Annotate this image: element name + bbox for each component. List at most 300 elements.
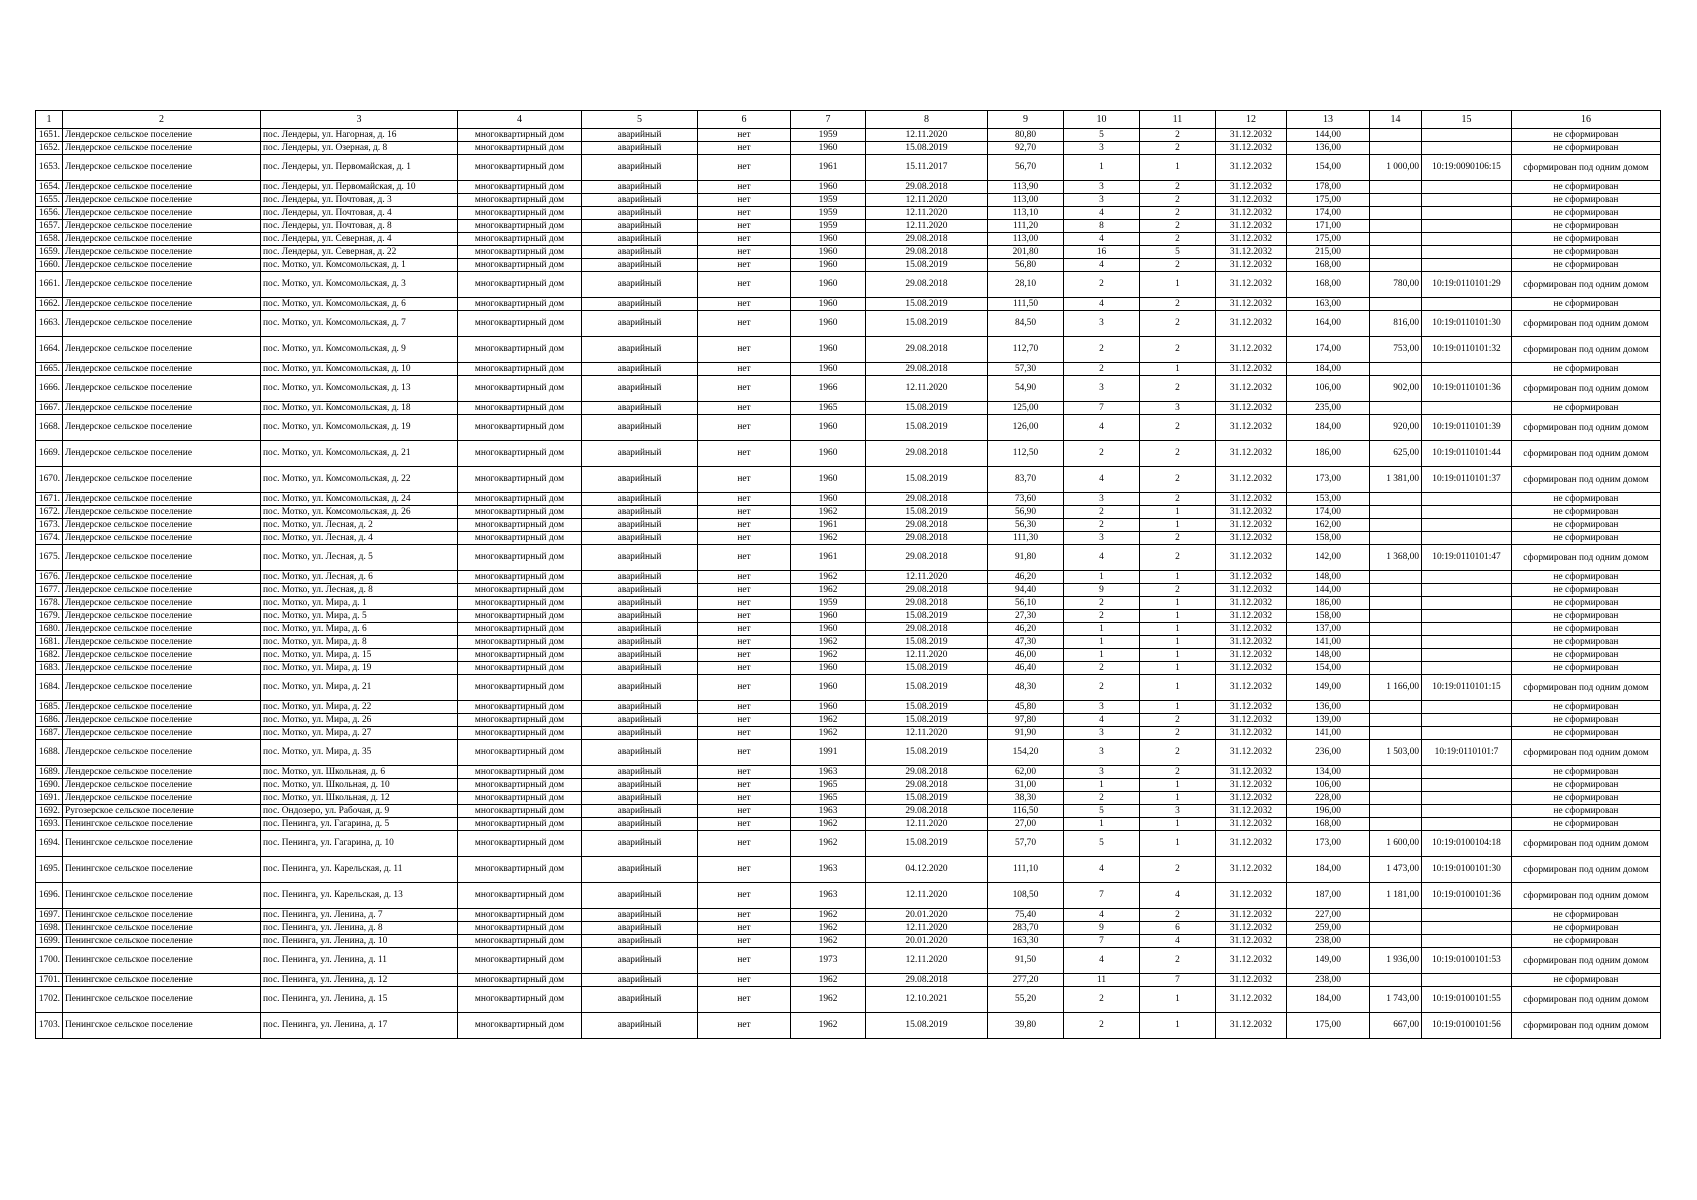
cell-plot-status: не сформирован	[1512, 636, 1661, 649]
cell-cost: 238,00	[1287, 935, 1370, 948]
cell-flats: 1	[1140, 610, 1216, 623]
cell-flag: нет	[698, 545, 791, 571]
cell-year-built: 1965	[791, 779, 866, 792]
cell-flag: нет	[698, 909, 791, 922]
cell-cost: 134,00	[1287, 766, 1370, 779]
table-row	[36, 714, 1661, 727]
cell-building-type: многоквартирный дом	[458, 259, 582, 272]
cell-row-number: 1698.	[36, 922, 63, 935]
cell-condition: аварийный	[582, 987, 698, 1013]
cell-plan-date: 31.12.2032	[1216, 571, 1287, 584]
cell-residents: 4	[1064, 857, 1140, 883]
cell-year-built: 1960	[791, 623, 866, 636]
cell-condition: аварийный	[582, 766, 698, 779]
cell-plan-date: 31.12.2032	[1216, 831, 1287, 857]
cell-address: пос. Мотко, ул. Лесная, д. 6	[261, 571, 458, 584]
cell-flag: нет	[698, 272, 791, 298]
table-row	[36, 155, 1661, 181]
cell-flats: 1	[1140, 636, 1216, 649]
cell-flats: 2	[1140, 740, 1216, 766]
cell-date-recognized: 29.08.2018	[866, 597, 988, 610]
cell-cost: 148,00	[1287, 649, 1370, 662]
cell-condition: аварийный	[582, 623, 698, 636]
cell-cadastral-number	[1422, 805, 1512, 818]
column-header: 4	[458, 111, 582, 129]
cell-year-built: 1960	[791, 493, 866, 506]
cell-flats: 2	[1140, 467, 1216, 493]
cell-plot-area: 920,00	[1370, 415, 1422, 441]
cell-plan-date: 31.12.2032	[1216, 441, 1287, 467]
cell-plot-status: не сформирован	[1512, 571, 1661, 584]
cell-cadastral-number	[1422, 363, 1512, 376]
cell-condition: аварийный	[582, 714, 698, 727]
cell-plan-date: 31.12.2032	[1216, 545, 1287, 571]
cell-condition: аварийный	[582, 532, 698, 545]
cell-flats: 1	[1140, 792, 1216, 805]
cell-plot-area: 1 000,00	[1370, 155, 1422, 181]
cell-plot-status: сформирован под одним домом	[1512, 545, 1661, 571]
cell-row-number: 1680.	[36, 623, 63, 636]
cell-cadastral-number: 10:19:0100101:30	[1422, 857, 1512, 883]
cell-flats: 2	[1140, 142, 1216, 155]
cell-date-recognized: 12.10.2021	[866, 987, 988, 1013]
cell-plot-area	[1370, 610, 1422, 623]
cell-plot-status: не сформирован	[1512, 714, 1661, 727]
cell-plot-area	[1370, 259, 1422, 272]
cell-flats: 7	[1140, 974, 1216, 987]
table-row	[36, 948, 1661, 974]
cell-cadastral-number: 10:19:0100101:36	[1422, 883, 1512, 909]
cell-row-number: 1654.	[36, 181, 63, 194]
cell-row-number: 1668.	[36, 415, 63, 441]
cell-row-number: 1678.	[36, 597, 63, 610]
cell-flag: нет	[698, 194, 791, 207]
cell-plot-status: не сформирован	[1512, 597, 1661, 610]
cell-cadastral-number	[1422, 935, 1512, 948]
cell-cadastral-number	[1422, 727, 1512, 740]
cell-row-number: 1677.	[36, 584, 63, 597]
cell-cadastral-number	[1422, 220, 1512, 233]
cell-area: 94,40	[988, 584, 1064, 597]
cell-year-built: 1962	[791, 909, 866, 922]
table-row	[36, 246, 1661, 259]
cell-residents: 4	[1064, 207, 1140, 220]
cell-row-number: 1651.	[36, 129, 63, 142]
cell-cadastral-number: 10:19:0110101:7	[1422, 740, 1512, 766]
cell-date-recognized: 15.08.2019	[866, 701, 988, 714]
cell-address: пос. Пенинга, ул. Ленина, д. 11	[261, 948, 458, 974]
cell-condition: аварийный	[582, 181, 698, 194]
cell-date-recognized: 15.08.2019	[866, 311, 988, 337]
cell-condition: аварийный	[582, 402, 698, 415]
cell-plot-area	[1370, 129, 1422, 142]
cell-area: 31,00	[988, 779, 1064, 792]
cell-row-number: 1669.	[36, 441, 63, 467]
cell-building-type: многоквартирный дом	[458, 155, 582, 181]
cell-year-built: 1960	[791, 233, 866, 246]
table-row	[36, 649, 1661, 662]
cell-settlement: Лендерское сельское поселение	[63, 363, 261, 376]
cell-address: пос. Пенинга, ул. Ленина, д. 10	[261, 935, 458, 948]
cell-address: пос. Мотко, ул. Лесная, д. 8	[261, 584, 458, 597]
cell-flag: нет	[698, 701, 791, 714]
cell-building-type: многоквартирный дом	[458, 610, 582, 623]
cell-address: пос. Лендеры, ул. Озерная, д. 8	[261, 142, 458, 155]
cell-flag: нет	[698, 636, 791, 649]
cell-area: 283,70	[988, 922, 1064, 935]
cell-date-recognized: 20.01.2020	[866, 935, 988, 948]
table-row	[36, 233, 1661, 246]
cell-plot-area	[1370, 363, 1422, 376]
cell-address: пос. Пенинга, ул. Гагарина, д. 10	[261, 831, 458, 857]
cell-cost: 175,00	[1287, 194, 1370, 207]
cell-row-number: 1672.	[36, 506, 63, 519]
cell-date-recognized: 15.08.2019	[866, 298, 988, 311]
cell-building-type: многоквартирный дом	[458, 805, 582, 818]
cell-plot-area	[1370, 779, 1422, 792]
cell-address: пос. Мотко, ул. Мира, д. 6	[261, 623, 458, 636]
cell-residents: 4	[1064, 545, 1140, 571]
cell-building-type: многоквартирный дом	[458, 415, 582, 441]
cell-cost: 158,00	[1287, 610, 1370, 623]
cell-settlement: Лендерское сельское поселение	[63, 701, 261, 714]
cell-address: пос. Мотко, ул. Комсомольская, д. 1	[261, 259, 458, 272]
cell-plot-status: сформирован под одним домом	[1512, 948, 1661, 974]
cell-year-built: 1962	[791, 1013, 866, 1039]
cell-flag: нет	[698, 571, 791, 584]
cell-date-recognized: 15.08.2019	[866, 792, 988, 805]
cell-building-type: многоквартирный дом	[458, 337, 582, 363]
cell-cadastral-number: 10:19:0110101:47	[1422, 545, 1512, 571]
cell-plan-date: 31.12.2032	[1216, 129, 1287, 142]
cell-year-built: 1962	[791, 987, 866, 1013]
cell-plan-date: 31.12.2032	[1216, 597, 1287, 610]
cell-year-built: 1962	[791, 571, 866, 584]
cell-area: 56,80	[988, 259, 1064, 272]
cell-area: 125,00	[988, 402, 1064, 415]
cell-date-recognized: 20.01.2020	[866, 909, 988, 922]
cell-area: 46,40	[988, 662, 1064, 675]
cell-date-recognized: 12.11.2020	[866, 207, 988, 220]
cell-plan-date: 31.12.2032	[1216, 337, 1287, 363]
column-header: 14	[1370, 111, 1422, 129]
cell-plot-area	[1370, 727, 1422, 740]
cell-plot-area	[1370, 207, 1422, 220]
cell-plot-area	[1370, 909, 1422, 922]
cell-condition: аварийный	[582, 649, 698, 662]
cell-plot-status: сформирован под одним домом	[1512, 675, 1661, 701]
cell-building-type: многоквартирный дом	[458, 987, 582, 1013]
cell-plot-status: не сформирован	[1512, 233, 1661, 246]
cell-residents: 1	[1064, 818, 1140, 831]
cell-plan-date: 31.12.2032	[1216, 467, 1287, 493]
table-row	[36, 441, 1661, 467]
cell-plot-status: не сформирован	[1512, 584, 1661, 597]
cell-row-number: 1652.	[36, 142, 63, 155]
cell-cadastral-number: 10:19:0110101:36	[1422, 376, 1512, 402]
cell-area: 62,00	[988, 766, 1064, 779]
cell-condition: аварийный	[582, 272, 698, 298]
table-row	[36, 506, 1661, 519]
cell-cadastral-number	[1422, 506, 1512, 519]
cell-cadastral-number	[1422, 662, 1512, 675]
cell-residents: 1	[1064, 571, 1140, 584]
table-row	[36, 597, 1661, 610]
cell-address: пос. Пенинга, ул. Ленина, д. 12	[261, 974, 458, 987]
cell-cost: 137,00	[1287, 623, 1370, 636]
cell-plan-date: 31.12.2032	[1216, 181, 1287, 194]
cell-area: 56,70	[988, 155, 1064, 181]
cell-condition: аварийный	[582, 740, 698, 766]
cell-residents: 7	[1064, 883, 1140, 909]
cell-plan-date: 31.12.2032	[1216, 142, 1287, 155]
cell-year-built: 1960	[791, 441, 866, 467]
cell-flag: нет	[698, 948, 791, 974]
cell-cadastral-number	[1422, 181, 1512, 194]
cell-cadastral-number: 10:19:0110101:37	[1422, 467, 1512, 493]
cell-flats: 2	[1140, 415, 1216, 441]
cell-date-recognized: 29.08.2018	[866, 623, 988, 636]
cell-row-number: 1683.	[36, 662, 63, 675]
cell-cost: 215,00	[1287, 246, 1370, 259]
table-row	[36, 766, 1661, 779]
cell-settlement: Лендерское сельское поселение	[63, 207, 261, 220]
cell-date-recognized: 29.08.2018	[866, 766, 988, 779]
table-row	[36, 792, 1661, 805]
cell-year-built: 1960	[791, 246, 866, 259]
cell-row-number: 1664.	[36, 337, 63, 363]
cell-date-recognized: 12.11.2020	[866, 883, 988, 909]
cell-building-type: многоквартирный дом	[458, 675, 582, 701]
table-row	[36, 909, 1661, 922]
cell-cost: 174,00	[1287, 207, 1370, 220]
cell-building-type: многоквартирный дом	[458, 714, 582, 727]
cell-plot-area	[1370, 142, 1422, 155]
cell-building-type: многоквартирный дом	[458, 857, 582, 883]
cell-plot-status: не сформирован	[1512, 909, 1661, 922]
cell-settlement: Лендерское сельское поселение	[63, 766, 261, 779]
cell-flats: 2	[1140, 376, 1216, 402]
cell-cost: 153,00	[1287, 493, 1370, 506]
cell-flag: нет	[698, 935, 791, 948]
column-header: 10	[1064, 111, 1140, 129]
cell-settlement: Пенингское сельское поселение	[63, 909, 261, 922]
cell-address: пос. Пенинга, ул. Ленина, д. 17	[261, 1013, 458, 1039]
cell-cost: 238,00	[1287, 974, 1370, 987]
table-row	[36, 402, 1661, 415]
cell-flag: нет	[698, 532, 791, 545]
cell-address: пос. Мотко, ул. Мира, д. 5	[261, 610, 458, 623]
cell-plot-status: не сформирован	[1512, 129, 1661, 142]
cell-row-number: 1703.	[36, 1013, 63, 1039]
cell-plot-area	[1370, 181, 1422, 194]
cell-settlement: Лендерское сельское поселение	[63, 493, 261, 506]
cell-plot-status: не сформирован	[1512, 194, 1661, 207]
cell-date-recognized: 12.11.2020	[866, 818, 988, 831]
cell-settlement: Лендерское сельское поселение	[63, 506, 261, 519]
cell-row-number: 1659.	[36, 246, 63, 259]
cell-settlement: Лендерское сельское поселение	[63, 519, 261, 532]
cell-residents: 5	[1064, 129, 1140, 142]
cell-cadastral-number	[1422, 649, 1512, 662]
cell-flats: 2	[1140, 337, 1216, 363]
cell-area: 111,30	[988, 532, 1064, 545]
cell-date-recognized: 15.08.2019	[866, 675, 988, 701]
cell-plot-area: 1 166,00	[1370, 675, 1422, 701]
cell-flats: 1	[1140, 818, 1216, 831]
cell-year-built: 1962	[791, 506, 866, 519]
cell-plan-date: 31.12.2032	[1216, 857, 1287, 883]
cell-address: пос. Лендеры, ул. Северная, д. 4	[261, 233, 458, 246]
cell-year-built: 1962	[791, 649, 866, 662]
cell-row-number: 1693.	[36, 818, 63, 831]
cell-settlement: Лендерское сельское поселение	[63, 610, 261, 623]
cell-condition: аварийный	[582, 610, 698, 623]
cell-address: пос. Пенинга, ул. Ленина, д. 15	[261, 987, 458, 1013]
cell-area: 91,50	[988, 948, 1064, 974]
cell-date-recognized: 29.08.2018	[866, 805, 988, 818]
cell-condition: аварийный	[582, 233, 698, 246]
cell-plot-area: 667,00	[1370, 1013, 1422, 1039]
cell-plot-area	[1370, 805, 1422, 818]
cell-plot-status: сформирован под одним домом	[1512, 467, 1661, 493]
cell-plot-status: не сформирован	[1512, 974, 1661, 987]
cell-flag: нет	[698, 831, 791, 857]
cell-cadastral-number: 10:19:0110101:44	[1422, 441, 1512, 467]
table-row	[36, 701, 1661, 714]
cell-cost: 164,00	[1287, 311, 1370, 337]
cell-cost: 158,00	[1287, 532, 1370, 545]
cell-condition: аварийный	[582, 922, 698, 935]
cell-residents: 8	[1064, 220, 1140, 233]
table-row	[36, 779, 1661, 792]
cell-flats: 2	[1140, 909, 1216, 922]
cell-date-recognized: 15.08.2019	[866, 610, 988, 623]
cell-date-recognized: 15.08.2019	[866, 402, 988, 415]
cell-condition: аварийный	[582, 805, 698, 818]
cell-area: 54,90	[988, 376, 1064, 402]
cell-area: 201,80	[988, 246, 1064, 259]
table-row	[36, 519, 1661, 532]
cell-plot-area: 753,00	[1370, 337, 1422, 363]
cell-cost: 149,00	[1287, 675, 1370, 701]
cell-residents: 5	[1064, 805, 1140, 818]
cell-flag: нет	[698, 376, 791, 402]
cell-residents: 2	[1064, 519, 1140, 532]
cell-date-recognized: 15.08.2019	[866, 259, 988, 272]
cell-flats: 5	[1140, 246, 1216, 259]
cell-condition: аварийный	[582, 974, 698, 987]
table-row	[36, 493, 1661, 506]
cell-cost: 141,00	[1287, 636, 1370, 649]
cell-flats: 1	[1140, 831, 1216, 857]
cell-area: 57,30	[988, 363, 1064, 376]
cell-row-number: 1676.	[36, 571, 63, 584]
cell-year-built: 1991	[791, 740, 866, 766]
cell-year-built: 1965	[791, 402, 866, 415]
cell-residents: 4	[1064, 259, 1140, 272]
cell-cost: 186,00	[1287, 597, 1370, 610]
table-row	[36, 883, 1661, 909]
cell-area: 91,80	[988, 545, 1064, 571]
cell-condition: аварийный	[582, 142, 698, 155]
cell-settlement: Пенингское сельское поселение	[63, 935, 261, 948]
cell-plot-area	[1370, 701, 1422, 714]
table-row	[36, 337, 1661, 363]
table-row	[36, 987, 1661, 1013]
cell-flag: нет	[698, 818, 791, 831]
cell-settlement: Пенингское сельское поселение	[63, 974, 261, 987]
cell-cost: 173,00	[1287, 831, 1370, 857]
cell-condition: аварийный	[582, 792, 698, 805]
cell-flag: нет	[698, 610, 791, 623]
cell-cadastral-number	[1422, 129, 1512, 142]
cell-building-type: многоквартирный дом	[458, 181, 582, 194]
cell-address: пос. Мотко, ул. Комсомольская, д. 13	[261, 376, 458, 402]
cell-flats: 1	[1140, 701, 1216, 714]
cell-row-number: 1689.	[36, 766, 63, 779]
cell-flats: 1	[1140, 363, 1216, 376]
cell-area: 92,70	[988, 142, 1064, 155]
cell-plan-date: 31.12.2032	[1216, 636, 1287, 649]
cell-plan-date: 31.12.2032	[1216, 987, 1287, 1013]
cell-condition: аварийный	[582, 545, 698, 571]
cell-cadastral-number: 10:19:0110101:39	[1422, 415, 1512, 441]
cell-settlement: Лендерское сельское поселение	[63, 272, 261, 298]
cell-row-number: 1665.	[36, 363, 63, 376]
cell-building-type: многоквартирный дом	[458, 376, 582, 402]
cell-plan-date: 31.12.2032	[1216, 493, 1287, 506]
cell-date-recognized: 29.08.2018	[866, 272, 988, 298]
cell-residents: 9	[1064, 584, 1140, 597]
cell-plot-status: сформирован под одним домом	[1512, 311, 1661, 337]
cell-plan-date: 31.12.2032	[1216, 233, 1287, 246]
cell-year-built: 1962	[791, 532, 866, 545]
cell-cadastral-number: 10:19:0100101:56	[1422, 1013, 1512, 1039]
cell-date-recognized: 12.11.2020	[866, 194, 988, 207]
cell-plot-area	[1370, 194, 1422, 207]
cell-cost: 106,00	[1287, 779, 1370, 792]
column-header: 9	[988, 111, 1064, 129]
cell-plan-date: 31.12.2032	[1216, 662, 1287, 675]
cell-settlement: Лендерское сельское поселение	[63, 415, 261, 441]
cell-residents: 5	[1064, 831, 1140, 857]
cell-flag: нет	[698, 220, 791, 233]
cell-area: 46,20	[988, 623, 1064, 636]
cell-building-type: многоквартирный дом	[458, 194, 582, 207]
cell-condition: аварийный	[582, 415, 698, 441]
cell-plot-status: не сформирован	[1512, 779, 1661, 792]
table-row	[36, 311, 1661, 337]
cell-plot-status: не сформирован	[1512, 259, 1661, 272]
cell-date-recognized: 15.11.2017	[866, 155, 988, 181]
cell-plot-area	[1370, 298, 1422, 311]
cell-row-number: 1688.	[36, 740, 63, 766]
cell-building-type: многоквартирный дом	[458, 142, 582, 155]
cell-row-number: 1655.	[36, 194, 63, 207]
cell-flag: нет	[698, 181, 791, 194]
cell-settlement: Пенингское сельское поселение	[63, 857, 261, 883]
cell-year-built: 1960	[791, 610, 866, 623]
cell-year-built: 1959	[791, 129, 866, 142]
cell-date-recognized: 29.08.2018	[866, 181, 988, 194]
cell-flag: нет	[698, 779, 791, 792]
cell-cost: 171,00	[1287, 220, 1370, 233]
cell-flag: нет	[698, 415, 791, 441]
cell-residents: 2	[1064, 597, 1140, 610]
cell-flats: 2	[1140, 233, 1216, 246]
cell-year-built: 1963	[791, 883, 866, 909]
